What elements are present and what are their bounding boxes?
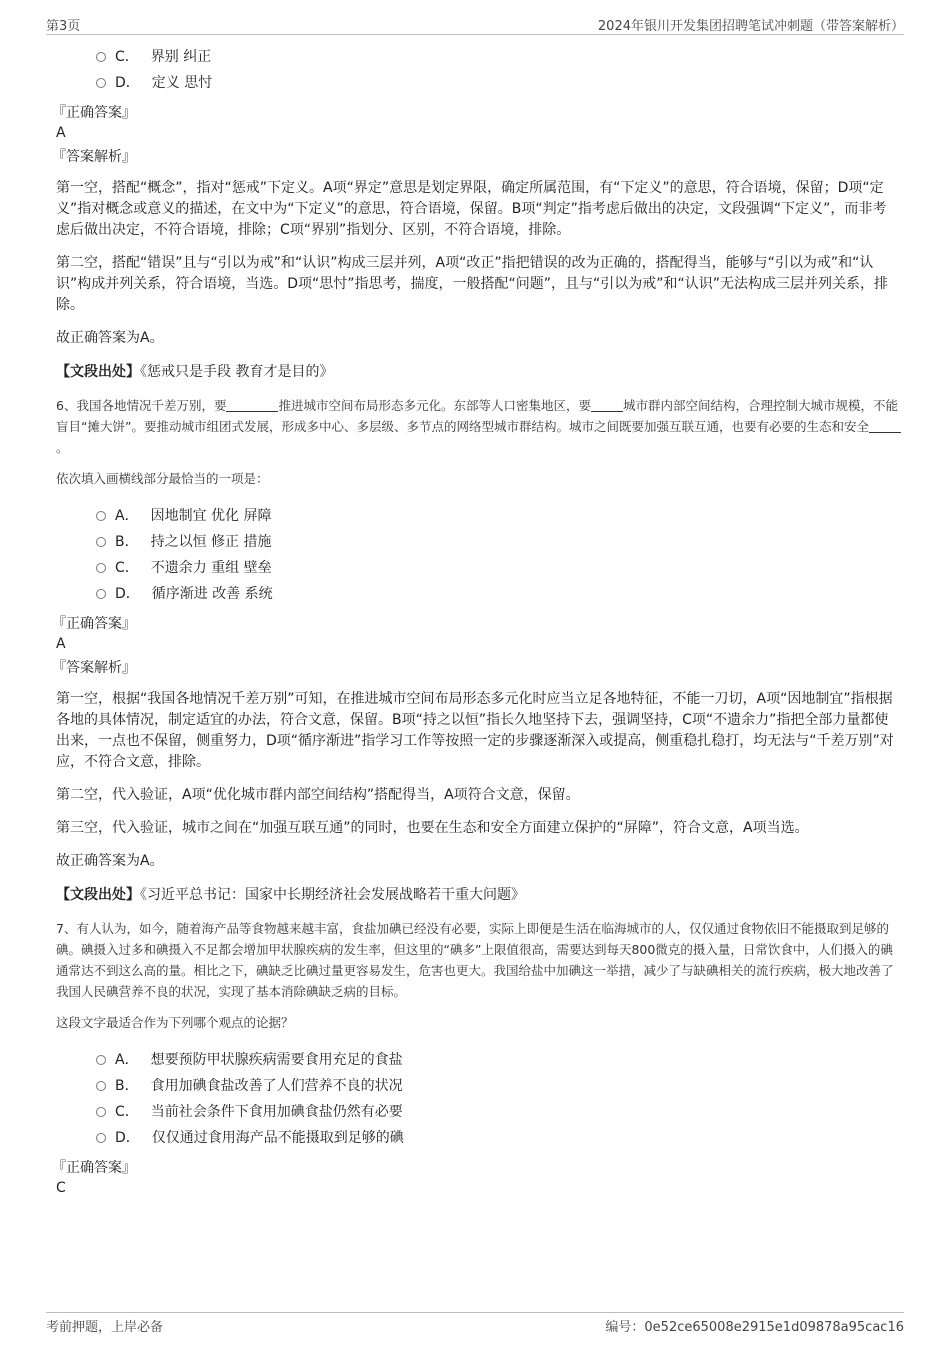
radio-button[interactable] — [96, 52, 106, 62]
radio-button[interactable] — [96, 537, 106, 547]
correct-answer-label: 『正确答案』 — [52, 616, 136, 632]
analysis-label: 『答案解析』 — [52, 149, 136, 165]
radio-button[interactable] — [96, 1107, 106, 1117]
source-title: 《习近平总书记：国家中长期经济社会发展战略若干重大问题》 — [140, 887, 525, 903]
q7-prompt: 这段文字最适合作为下列哪个观点的论据？ — [56, 1015, 294, 1030]
q5-option-c[interactable]: C． 界别 纠正 — [96, 44, 902, 70]
footer-slogan: 考前押题，上岸必备 — [46, 1320, 164, 1335]
q7-option-d[interactable]: D． 仅仅通过食用海产品不能摄取到足够的碘 — [96, 1125, 902, 1151]
source-title: 《惩戒只是手段 教育才是目的》 — [140, 364, 334, 380]
q6-prompt: 依次填入画横线部分最恰当的一项是： — [56, 471, 269, 486]
q5-source — [56, 361, 902, 383]
q6-analysis-4: 故正确答案为A。 — [56, 853, 164, 869]
q6-answer: A — [56, 636, 66, 652]
correct-answer-label: 『正确答案』 — [52, 105, 136, 121]
radio-button[interactable] — [96, 1133, 106, 1143]
q5-analysis-1: 第一空，搭配“概念”，指对“惩戒”下定义。A项“界定”意思是划定界限，确定所属范围，有“下定义”的意思，符合语境，保留；D项“定义”指对概念或意义的描述，在文中为“下定义”的意思，符合语境，保留。B项“判定”指考虑后做出的决定，文段强调“下定义”，而非考虑后做出决定，不符合语境，排除；C项“界别”指划分、区别，不符合语境，排除。 — [56, 180, 887, 238]
blank — [591, 397, 623, 412]
q6-analysis-3: 第三空，代入验证，城市之间在“加强互联互通”的同时，也要在生态和安全方面建立保护的“屏障”，符合文意，A项当选。 — [56, 820, 809, 836]
q6-option-d[interactable]: D． 循序渐进 改善 系统 — [96, 581, 902, 607]
q6-analysis-2: 第二空，代入验证，A项“优化城市群内部空间结构”搭配得当，A项符合文意，保留。 — [56, 787, 580, 803]
q6-options — [96, 503, 902, 607]
q5-option-d[interactable]: D． 定义 思忖 — [96, 70, 902, 96]
page-header — [46, 14, 904, 35]
page-number: 第3页 — [46, 19, 81, 34]
q6-analysis-1: 第一空，根据“我国各地情况千差万别”可知，在推进城市空间布局形态多元化时应当立足各地特征，不能一刀切，A项“因地制宜”指根据各地的具体情况，制定适宜的办法，符合文意，保留。B项“持之以恒”指长久地坚持下去，强调坚持，C项“不遗余力”指把全部力量都使出来，一点也不保留，侧重努力，D项“循序渐进”指学习工作等按照一定的步骤逐渐深入或提高，侧重稳扎稳打，均无法与“千差万别”对应，不符合文意，排除。 — [56, 691, 894, 770]
page-content — [52, 44, 902, 1201]
radio-button[interactable] — [96, 511, 106, 521]
correct-answer-label: 『正确答案』 — [52, 1160, 136, 1176]
radio-button[interactable] — [96, 563, 106, 573]
q7-answer: C — [56, 1180, 66, 1196]
page-footer — [46, 1312, 904, 1335]
q6-option-c[interactable]: C． 不遗余力 重组 壁垒 — [96, 555, 902, 581]
source-label: 【文段出处】 — [56, 887, 140, 903]
q7-option-a[interactable]: A． 想要预防甲状腺疾病需要食用充足的食盐 — [96, 1047, 902, 1073]
q7-option-b[interactable]: B． 食用加碘食盐改善了人们营养不良的状况 — [96, 1073, 902, 1099]
q6-stem: 6、我国各地情况千差万别，要 推进城市空间布局形态多元化。东部等人口密集地区，要 城市群内部空间结构，合理控制大城市规模，不能盲目“摊大饼”。要推动城市组团式发展，形成多中心、多层级、多节点的网络型城市群结构。城市之间既要加强互联互通，也要有必要的生态和安全。 — [56, 395, 902, 458]
analysis-label: 『答案解析』 — [52, 660, 136, 676]
radio-button[interactable] — [96, 589, 106, 599]
document-title: 2024年银川开发集团招聘笔试冲刺题（带答案解析） — [597, 19, 904, 34]
q5-analysis-2: 第二空，搭配“错误”且与“引以为戒”和“认识”构成三层并列，A项“改正”指把错误的改为正确的，搭配得当，能够与“引以为戒”和“认识”构成并列关系，符合语境，当选。D项“思忖”指思考，揣度，一般搭配“问题”，且与“引以为戒”和“认识”无法构成三层并列关系，排除。 — [56, 255, 889, 313]
radio-button[interactable] — [96, 1081, 106, 1091]
q5-analysis-3: 故正确答案为A。 — [56, 330, 164, 346]
q7-stem: 7、有人认为，如今，随着海产品等食物越来越丰富，食盐加碘已经没有必要，实际上即便是生活在临海城市的人，仅仅通过食物依旧不能摄取到足够的碘。碘摄入过多和碘摄入不足都会增加甲状腺疾病的发生率，但这里的“碘多”上限值很高，需要达到每天800微克的摄入量，日常饮食中，人们摄入的碘通常达不到这么高的量。相比之下，碘缺乏比碘过量更容易发生，危害也更大。我国给盐中加碘这一举措，减少了与缺碘相关的流行疾病，极大地改善了我国人民碘营养不良的状况，实现了基本消除碘缺乏病的目标。 — [56, 921, 894, 999]
source-label: 【文段出处】 — [56, 364, 140, 380]
radio-button[interactable] — [96, 1055, 106, 1065]
blank — [226, 397, 278, 412]
q6-option-a[interactable]: A． 因地制宜 优化 屏障 — [96, 503, 902, 529]
q7-options — [96, 1047, 902, 1151]
radio-button[interactable] — [96, 78, 106, 88]
q6-option-b[interactable]: B． 持之以恒 修正 措施 — [96, 529, 902, 555]
q5-answer: A — [56, 125, 66, 141]
q6-source — [56, 884, 902, 906]
blank — [869, 418, 901, 433]
q7-option-c[interactable]: C． 当前社会条件下食用加碘食盐仍然有必要 — [96, 1099, 902, 1125]
q5-options — [96, 44, 902, 96]
document-id: 编号：0e52ce65008e2915e1d09878a95cac16 — [605, 1320, 904, 1335]
